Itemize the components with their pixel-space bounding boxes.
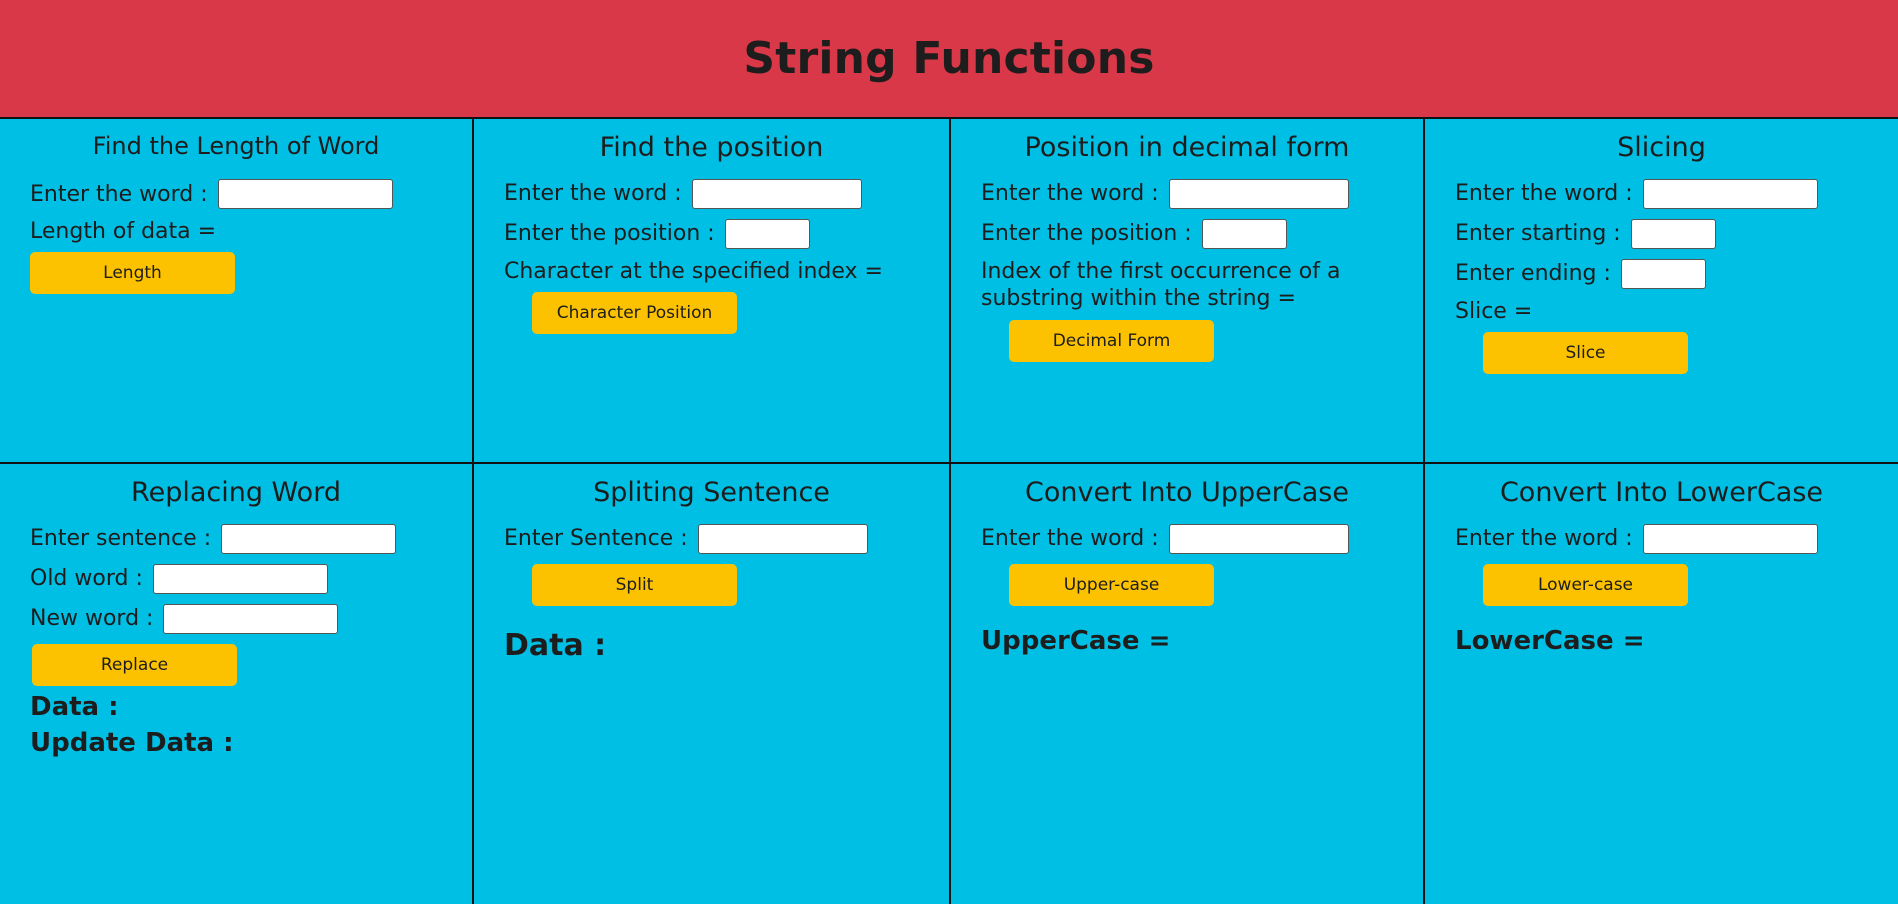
panel-position-index-label: Enter the position : <box>504 221 715 247</box>
panel-length-result: Length of data = <box>30 219 217 245</box>
panel-length-word-label: Enter the word : <box>30 181 208 207</box>
panel-position-result: Character at the specified index = <box>504 258 883 284</box>
panel-replace-new-input[interactable] <box>163 604 338 634</box>
panel-split-button-wrap <box>504 564 919 606</box>
panel-lower-word-row <box>1455 524 1868 554</box>
panel-upper-title: Convert Into UpperCase <box>1025 477 1349 508</box>
panel-decimal-word-input[interactable] <box>1169 179 1349 209</box>
panel-decimal-button-wrap <box>981 320 1393 362</box>
panel-lower-title: Convert Into LowerCase <box>1499 477 1824 508</box>
panel-replace-update-data: Update Data : <box>30 727 234 758</box>
panel-position-button-wrap <box>504 292 919 334</box>
panel-decimal-title: Position in decimal form <box>1024 132 1350 163</box>
panel-position-word-row <box>504 179 919 209</box>
character-position-button[interactable]: Character Position <box>532 292 737 334</box>
panel-length <box>0 119 474 464</box>
panel-decimal-index-label: Enter the position : <box>981 221 1192 247</box>
panel-position-title: Find the position <box>599 132 824 163</box>
panel-slicing <box>1425 119 1898 464</box>
panel-position-word-label: Enter the word : <box>504 181 682 207</box>
panel-position-index-input[interactable] <box>725 219 810 249</box>
panel-slicing-end-input[interactable] <box>1621 259 1706 289</box>
panel-upper-button-wrap <box>981 564 1393 606</box>
upper-case-button[interactable]: Upper-case <box>1009 564 1214 606</box>
slice-button[interactable]: Slice <box>1483 332 1688 374</box>
panel-position-word-input[interactable] <box>692 179 862 209</box>
panel-slicing-end-label: Enter ending : <box>1455 261 1611 287</box>
panel-upper-word-input[interactable] <box>1169 524 1349 554</box>
lower-case-button[interactable]: Lower-case <box>1483 564 1688 606</box>
panel-length-word-row <box>30 179 442 209</box>
panel-upper <box>951 464 1425 904</box>
panel-slicing-start-label: Enter starting : <box>1455 221 1621 247</box>
panel-slicing-start-input[interactable] <box>1631 219 1716 249</box>
panel-replace <box>0 464 474 904</box>
panel-split <box>474 464 951 904</box>
panel-lower-word-input[interactable] <box>1643 524 1818 554</box>
panel-replace-old-label: Old word : <box>30 566 143 592</box>
panel-replace-sentence-label: Enter sentence : <box>30 526 212 552</box>
panel-split-data: Data : <box>504 627 607 663</box>
panel-replace-button-wrap <box>30 644 442 686</box>
panel-replace-sentence-row <box>30 524 442 554</box>
panel-lower-result: LowerCase = <box>1455 625 1645 656</box>
panel-split-title: Spliting Sentence <box>593 477 830 508</box>
panel-lower <box>1425 464 1898 904</box>
panel-decimal-index-input[interactable] <box>1202 219 1287 249</box>
panel-position <box>474 119 951 464</box>
panel-replace-new-label: New word : <box>30 606 154 632</box>
panel-slicing-word-row <box>1455 179 1868 209</box>
panel-slicing-result: Slice = <box>1455 298 1533 324</box>
panel-slicing-start-row <box>1455 219 1868 249</box>
panel-split-sentence-label: Enter Sentence : <box>504 526 688 552</box>
panel-decimal-word-label: Enter the word : <box>981 181 1159 207</box>
replace-button[interactable]: Replace <box>32 644 237 686</box>
panels-grid <box>0 119 1898 904</box>
panel-length-title: Find the Length of Word <box>92 132 380 160</box>
panel-upper-result: UpperCase = <box>981 625 1171 656</box>
panel-decimal-result: Index of the first occurrence of a substring within the string = <box>981 258 1341 311</box>
panel-replace-sentence-input[interactable] <box>221 524 396 554</box>
panel-length-word-input[interactable] <box>218 179 393 209</box>
panel-replace-data: Data : <box>30 691 119 722</box>
decimal-form-button[interactable]: Decimal Form <box>1009 320 1214 362</box>
panel-position-index-row <box>504 219 919 249</box>
split-button[interactable]: Split <box>532 564 737 606</box>
panel-slicing-word-input[interactable] <box>1643 179 1818 209</box>
panel-decimal-word-row <box>981 179 1393 209</box>
panel-upper-word-row <box>981 524 1393 554</box>
panel-slicing-word-label: Enter the word : <box>1455 181 1633 207</box>
panel-decimal-index-row <box>981 219 1393 249</box>
panel-slicing-button-wrap <box>1455 332 1868 374</box>
panel-slicing-end-row <box>1455 259 1868 289</box>
panel-split-sentence-row <box>504 524 919 554</box>
panel-replace-old-input[interactable] <box>153 564 328 594</box>
page-title: String Functions <box>743 33 1155 84</box>
app-header <box>0 0 1898 119</box>
panel-replace-new-row <box>30 604 442 634</box>
panel-slicing-title: Slicing <box>1617 132 1706 163</box>
panel-lower-button-wrap <box>1455 564 1868 606</box>
panel-split-sentence-input[interactable] <box>698 524 868 554</box>
panel-replace-old-row <box>30 564 442 594</box>
panel-upper-word-label: Enter the word : <box>981 526 1159 552</box>
panel-decimal <box>951 119 1425 464</box>
length-button[interactable]: Length <box>30 252 235 294</box>
panel-length-button-wrap <box>30 252 442 294</box>
panel-replace-title: Replacing Word <box>131 477 341 508</box>
panel-lower-word-label: Enter the word : <box>1455 526 1633 552</box>
